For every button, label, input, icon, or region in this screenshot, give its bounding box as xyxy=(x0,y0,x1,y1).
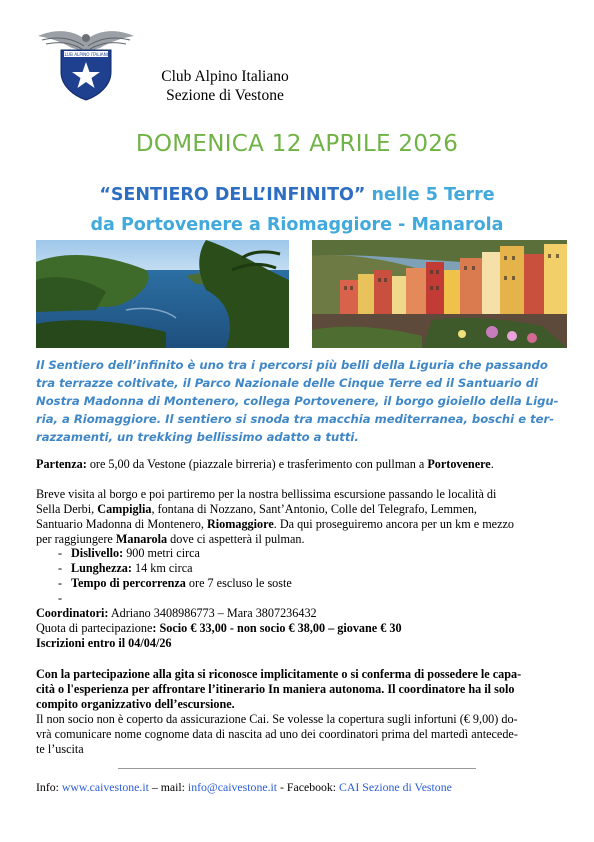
section-name: Sezione di Vestone xyxy=(166,87,284,104)
coordinators-block xyxy=(36,606,561,651)
info-label: Info: xyxy=(36,780,62,794)
event-title-name: “SENTIERO DELL’INFINITO” xyxy=(99,185,366,205)
club-name: Club Alpino Italiano xyxy=(161,68,289,85)
departure-place: Portovenere xyxy=(427,457,491,471)
list-item xyxy=(36,546,292,561)
facebook-label: - Facebook: xyxy=(277,780,340,794)
detail-value: ore 7 escluso le soste xyxy=(185,576,292,590)
eagle-star-emblem-icon xyxy=(36,24,136,102)
itinerary-segment: dove ci aspetterà il pulman. xyxy=(167,532,305,546)
notice-line: te l’uscita xyxy=(36,742,84,756)
website-link[interactable]: www.caivestone.it xyxy=(61,780,149,794)
itinerary-place: Manarola xyxy=(115,532,168,546)
detail-label: Lunghezza: xyxy=(71,561,132,575)
itinerary-segment: . Da qui proseguiremo ancora per un km e mezzo xyxy=(273,517,515,531)
footer-info xyxy=(36,780,576,795)
notice-block xyxy=(36,667,561,757)
itinerary-segment: Sella Derbi, xyxy=(36,502,98,516)
email-link[interactable]: info@caivestone.it xyxy=(187,780,278,794)
village-photo xyxy=(312,240,567,348)
list-item xyxy=(36,576,292,591)
hike-details-list xyxy=(36,546,292,606)
detail-label: Tempo di percorrenza xyxy=(71,576,186,590)
notice-line: vrà comunicare nome cognome data di nascita ad uno dei coordinatori prima del martedì antecede- xyxy=(36,727,518,741)
iscrizioni-line xyxy=(36,636,561,651)
notice-bold-text: cità o l'esperienza per affrontare l’itinerario In maniera autonoma. Il coordinatore ha il solo xyxy=(36,682,515,696)
coast-photo xyxy=(36,240,289,348)
quota-value: : Socio € 33,00 - non socio € 38,00 – giovane € 30 xyxy=(152,621,402,635)
intro-line: tra terrazze coltivate, il Parco Nazionale delle Cinque Terre ed il Santuario di xyxy=(36,376,539,390)
event-route: da Portovenere a Riomaggiore - Manarola xyxy=(90,215,504,235)
itinerary-segment: Santuario Madonna di Montenero, xyxy=(36,517,207,531)
club-header xyxy=(140,67,310,105)
quota-line xyxy=(36,621,561,636)
intro-line: ria, a Riomaggiore. Il sentiero si snoda tra macchia mediterranea, boschi e ter- xyxy=(36,412,555,426)
notice-bold-line xyxy=(36,667,561,682)
itinerary-place: Riomaggiore xyxy=(206,517,274,531)
mail-label: – mail: xyxy=(148,780,188,794)
itinerary-segment: , fontana di Nozzano, Sant’Antonio, Colle del Telegrafo, Lemmen, xyxy=(151,502,477,516)
footer-divider xyxy=(118,768,476,769)
departure-end: . xyxy=(490,457,494,471)
notice-line: Il non socio non è coperto da assicurazione Cai. Se volesse la copertura sugli infortuni (€ 9,00) do- xyxy=(36,712,518,726)
event-title xyxy=(0,185,594,205)
quota-label: Quota di partecipazione xyxy=(36,621,153,635)
notice-bold-line xyxy=(36,682,561,697)
itinerary-line xyxy=(36,517,561,532)
event-date: DOMENICA 12 APRILE 2026 xyxy=(135,131,459,157)
facebook-link[interactable]: CAI Sezione di Vestone xyxy=(339,780,452,794)
notice-bold-line xyxy=(36,697,561,712)
itinerary-line: Breve visita al borgo e poi partiremo per la nostra bellissima escursione passando le località di xyxy=(36,487,497,501)
itinerary-line xyxy=(36,502,561,517)
departure-text: ore 5,00 da Vestone (piazzale birreria) e trasferimento con pullman a xyxy=(86,457,428,471)
coordinators-label: Coordinatori: xyxy=(36,606,109,620)
intro-description xyxy=(36,356,561,446)
intro-line: Il Sentiero dell’infinito è uno tra i percorsi più belli della Liguria che passando xyxy=(36,358,548,372)
list-item xyxy=(36,561,292,576)
intro-line: razzamenti, un trekking bellissimo adatto a tutti. xyxy=(36,430,359,444)
itinerary-text xyxy=(36,487,561,547)
coordinators-line xyxy=(36,606,561,621)
departure-info xyxy=(36,457,561,472)
intro-line: Nostra Madonna di Montenero, collega Portovenere, il borgo gioiello della Ligu- xyxy=(36,394,559,408)
notice-bold-text: compito organizzativo dell’escursione. xyxy=(36,697,235,711)
detail-label: Dislivello: xyxy=(71,546,124,560)
detail-value: 14 km circa xyxy=(131,561,193,575)
notice-bold-text: Con la partecipazione alla gita si riconosce implicitamente o si conferma di possedere le capa- xyxy=(36,667,522,681)
itinerary-segment: per raggiungere xyxy=(36,532,116,546)
cai-logo xyxy=(36,24,136,102)
departure-label: Partenza: xyxy=(36,457,87,471)
logo-text: CLUB ALPINO ITALIANO xyxy=(61,52,111,57)
itinerary-place: Campiglia xyxy=(97,502,152,516)
list-item xyxy=(36,591,292,606)
detail-value: 900 metri circa xyxy=(123,546,200,560)
coordinators-names: Adriano 3408986773 – Mara 3807236432 xyxy=(108,606,317,620)
event-title-rest: nelle 5 Terre xyxy=(365,185,495,205)
iscrizioni-deadline: Iscrizioni entro il 04/04/26 xyxy=(36,636,172,650)
itinerary-line xyxy=(36,532,561,547)
